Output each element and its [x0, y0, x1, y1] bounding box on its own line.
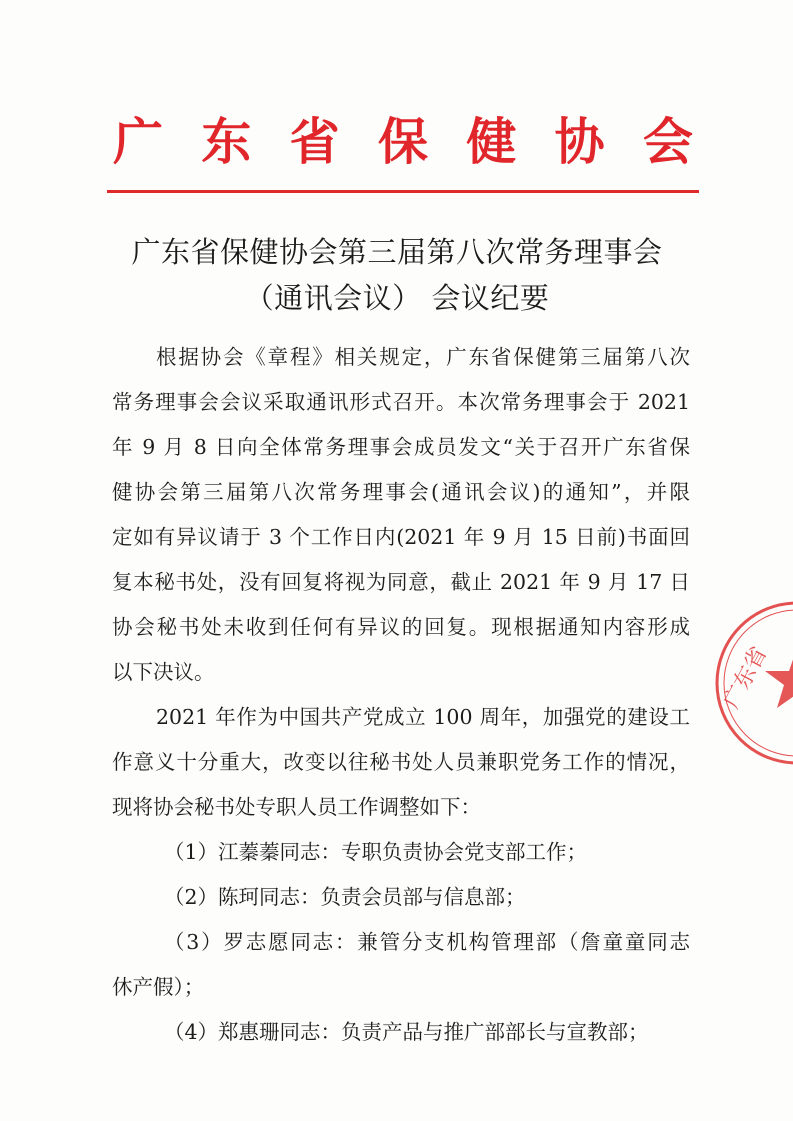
- staff-item: （2）陈珂同志：负责会员部与信息部；: [164, 885, 526, 909]
- paragraph-1-line: 常务理事会会议采取通讯形式召开。本次常务理事会于 2021: [112, 390, 690, 414]
- letterhead-char: 健: [466, 112, 517, 171]
- paragraph-1-line: 健协会第三届第八次常务理事会(通讯会议)的通知”，并限: [112, 480, 690, 504]
- letterhead-title: [108, 112, 698, 172]
- paragraph-1-line: 根据协会《章程》相关规定，广东省保健第三届第八次: [156, 345, 690, 369]
- staff-item: （1）江蓁蓁同志：专职负责协会党支部工作；: [164, 840, 588, 864]
- letterhead-char: 保: [377, 112, 428, 171]
- paragraph-2-line: 2021 年作为中国共产党成立 100 周年，加强党的建设工: [156, 705, 690, 729]
- seal-char: 广东省: [719, 642, 773, 713]
- paragraph-1-line: 年 9 月 8 日向全体常务理事会成员发文“关于召开广东省保: [112, 435, 690, 459]
- paragraph-2-line: 作意义十分重大，改变以往秘书处人员兼职党务工作的情况，: [112, 750, 690, 774]
- official-seal-stamp: [712, 598, 793, 768]
- letterhead-char: 东: [201, 112, 252, 171]
- staff-item: （3）罗志愿同志：兼管分支机构管理部（詹童童同志: [164, 930, 690, 954]
- paragraph-1-line: 协会秘书处未收到任何有异议的回复。现根据通知内容形成: [112, 615, 690, 639]
- letterhead-char: 省: [289, 112, 340, 171]
- staff-item: （4）郑惠珊同志：负责产品与推广部部长与宣教部；: [164, 1020, 649, 1044]
- paragraph-1-line: 定如有异议请于 3 个工作日内(2021 年 9 月 15 日前)书面回: [112, 525, 690, 549]
- letterhead-divider: [107, 190, 699, 193]
- paragraph-1-line: 复本秘书处，没有回复将视为同意，截止 2021 年 9 月 17 日: [112, 570, 690, 594]
- staff-item-continuation: 休产假）；: [112, 975, 205, 999]
- letterhead-char: 广: [113, 112, 163, 171]
- document-title-line-2: （通讯会议） 会议纪要: [244, 281, 550, 315]
- document-title-line-1: 广东省保健协会第三届第八次常务理事会: [131, 235, 663, 269]
- letterhead-char: 会: [642, 112, 693, 171]
- paragraph-2-line: 现将协会秘书处专职人员工作调整如下：: [112, 795, 481, 819]
- paragraph-1-line: 以下决议。: [112, 660, 215, 684]
- letterhead-char: 协: [554, 112, 605, 171]
